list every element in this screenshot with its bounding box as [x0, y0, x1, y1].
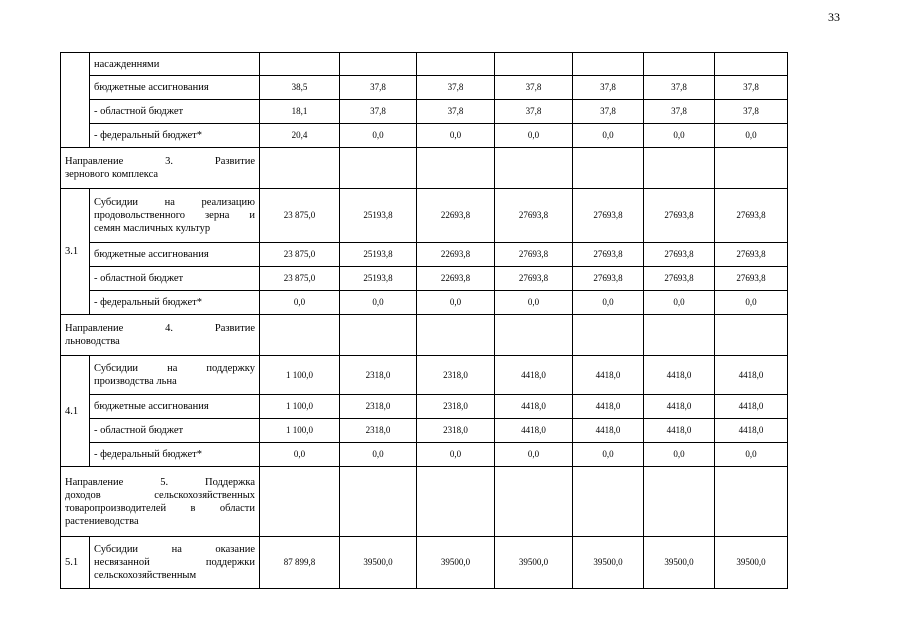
empty-cell	[417, 148, 495, 189]
value-cell: 25193,8	[340, 267, 417, 291]
value-cell: 4418,0	[715, 419, 788, 443]
value-cell: 37,8	[340, 76, 417, 100]
value-cell: 27693,8	[573, 189, 644, 243]
value-cell: 0,0	[495, 124, 573, 148]
value-cell: 4418,0	[573, 356, 644, 395]
value-cell: 4418,0	[495, 356, 573, 395]
value-cell: 0,0	[715, 291, 788, 315]
empty-cell	[340, 148, 417, 189]
value-cell: 1 100,0	[260, 419, 340, 443]
row-index: 5.1	[61, 537, 90, 589]
value-cell: 0,0	[715, 124, 788, 148]
measure-row	[61, 537, 788, 589]
funding-row	[61, 100, 788, 124]
measure-description-line: Субсидии на реализацию	[94, 197, 255, 208]
row-index: 4.1	[61, 356, 90, 467]
value-cell	[495, 53, 573, 76]
value-cell: 0,0	[644, 291, 715, 315]
measure-description-line: продовольственного зерна и	[94, 210, 255, 221]
measure-description-line: семян масличных культур	[94, 223, 211, 234]
value-cell	[260, 53, 340, 76]
value-cell: 37,8	[340, 100, 417, 124]
value-cell: 2318,0	[340, 395, 417, 419]
empty-cell	[417, 315, 495, 356]
value-cell: 37,8	[644, 76, 715, 100]
value-cell: 39500,0	[340, 537, 417, 589]
empty-cell	[644, 148, 715, 189]
value-cell	[573, 53, 644, 76]
empty-cell	[495, 315, 573, 356]
row-index: 3.1	[61, 189, 90, 315]
value-cell	[417, 53, 495, 76]
value-cell: 0,0	[573, 291, 644, 315]
measure-row	[61, 356, 788, 395]
value-cell: 27693,8	[495, 189, 573, 243]
value-cell	[715, 53, 788, 76]
funding-row	[61, 419, 788, 443]
direction-title	[61, 148, 260, 189]
value-cell: 18,1	[260, 100, 340, 124]
value-cell: 0,0	[644, 124, 715, 148]
measure-description-line: сельскохозяйственным	[94, 570, 197, 581]
funding-label: - областной бюджет	[90, 267, 260, 291]
value-cell: 0,0	[417, 291, 495, 315]
empty-cell	[644, 467, 715, 537]
measure-row	[61, 189, 788, 243]
direction-title	[61, 315, 260, 356]
value-cell: 39500,0	[644, 537, 715, 589]
value-cell: 23 875,0	[260, 243, 340, 267]
value-cell: 0,0	[573, 124, 644, 148]
value-cell: 27693,8	[715, 189, 788, 243]
value-cell: 39500,0	[495, 537, 573, 589]
value-cell: 37,8	[495, 100, 573, 124]
value-cell: 37,8	[573, 100, 644, 124]
value-cell: 39500,0	[573, 537, 644, 589]
direction-title-line: растениеводства	[65, 515, 139, 527]
funding-label: - федеральный бюджет*	[90, 443, 260, 467]
value-cell: 25193,8	[340, 243, 417, 267]
value-cell: 0,0	[644, 443, 715, 467]
value-cell: 27693,8	[573, 267, 644, 291]
measure-description-line: Субсидии на поддержку	[94, 363, 255, 374]
value-cell: 20,4	[260, 124, 340, 148]
funding-row	[61, 395, 788, 419]
funding-label: - областной бюджет	[90, 100, 260, 124]
value-cell: 27693,8	[644, 189, 715, 243]
value-cell: 37,8	[417, 76, 495, 100]
value-cell: 25193,8	[340, 189, 417, 243]
value-cell: 0,0	[340, 291, 417, 315]
value-cell: 37,8	[417, 100, 495, 124]
value-cell: 37,8	[573, 76, 644, 100]
value-cell: 37,8	[495, 76, 573, 100]
value-cell	[644, 53, 715, 76]
row-index	[61, 53, 90, 148]
empty-cell	[573, 148, 644, 189]
value-cell: 27693,8	[644, 243, 715, 267]
value-cell: 87 899,8	[260, 537, 340, 589]
value-cell: 4418,0	[573, 395, 644, 419]
value-cell: 4418,0	[573, 419, 644, 443]
empty-cell	[573, 467, 644, 537]
funding-label: - областной бюджет	[90, 419, 260, 443]
empty-cell	[715, 467, 788, 537]
value-cell: 0,0	[573, 443, 644, 467]
direction-title-line: Направление 4. Развитие	[65, 323, 255, 334]
value-cell: 27693,8	[495, 267, 573, 291]
funding-row	[61, 53, 788, 76]
direction-title-line: льноводства	[65, 336, 120, 347]
funding-row	[61, 291, 788, 315]
direction-row	[61, 148, 788, 189]
direction-row	[61, 315, 788, 356]
value-cell: 4418,0	[644, 395, 715, 419]
value-cell: 23 875,0	[260, 267, 340, 291]
value-cell: 0,0	[340, 124, 417, 148]
value-cell: 2318,0	[417, 419, 495, 443]
measure-description	[90, 189, 260, 243]
direction-title-line: зернового комплекса	[65, 169, 159, 180]
value-cell	[340, 53, 417, 76]
empty-cell	[715, 148, 788, 189]
empty-cell	[495, 467, 573, 537]
direction-title-line: Направление 5. Поддержка	[65, 476, 255, 488]
funding-row	[61, 76, 788, 100]
value-cell: 27693,8	[573, 243, 644, 267]
funding-label: бюджетные ассигнования	[90, 76, 260, 100]
direction-title	[61, 467, 260, 537]
empty-cell	[260, 148, 340, 189]
value-cell: 4418,0	[644, 419, 715, 443]
value-cell: 2318,0	[340, 356, 417, 395]
measure-description-line: несвязанной поддержки	[94, 557, 255, 568]
funding-label: бюджетные ассигнования	[90, 395, 260, 419]
funding-row	[61, 124, 788, 148]
value-cell: 27693,8	[495, 243, 573, 267]
value-cell: 22693,8	[417, 267, 495, 291]
value-cell: 2318,0	[417, 395, 495, 419]
funding-label: насажденнями	[90, 53, 260, 76]
measure-description	[90, 356, 260, 395]
direction-row	[61, 467, 788, 537]
empty-cell	[340, 315, 417, 356]
empty-cell	[417, 467, 495, 537]
funding-row	[61, 243, 788, 267]
value-cell: 0,0	[417, 124, 495, 148]
empty-cell	[715, 315, 788, 356]
funding-label: - федеральный бюджет*	[90, 291, 260, 315]
measure-description-line: Субсидии на оказание	[94, 544, 255, 555]
empty-cell	[495, 148, 573, 189]
value-cell: 2318,0	[417, 356, 495, 395]
value-cell: 0,0	[260, 443, 340, 467]
measure-description	[90, 537, 260, 589]
value-cell: 0,0	[417, 443, 495, 467]
empty-cell	[644, 315, 715, 356]
funding-label: - федеральный бюджет*	[90, 124, 260, 148]
value-cell: 27693,8	[644, 267, 715, 291]
value-cell: 4418,0	[495, 419, 573, 443]
value-cell: 0,0	[495, 443, 573, 467]
value-cell: 0,0	[340, 443, 417, 467]
value-cell: 4418,0	[715, 395, 788, 419]
empty-cell	[573, 315, 644, 356]
empty-cell	[260, 467, 340, 537]
value-cell: 39500,0	[715, 537, 788, 589]
value-cell: 27693,8	[715, 243, 788, 267]
value-cell: 22693,8	[417, 189, 495, 243]
funding-row	[61, 443, 788, 467]
value-cell: 0,0	[495, 291, 573, 315]
value-cell: 1 100,0	[260, 395, 340, 419]
value-cell: 37,8	[644, 100, 715, 124]
value-cell: 4418,0	[715, 356, 788, 395]
budget-table	[60, 52, 788, 589]
value-cell: 4418,0	[644, 356, 715, 395]
measure-description-line: производства льна	[94, 376, 177, 387]
value-cell: 0,0	[260, 291, 340, 315]
value-cell: 2318,0	[340, 419, 417, 443]
funding-label: бюджетные ассигнования	[90, 243, 260, 267]
direction-title-line: товаропроизводителей в области	[65, 502, 255, 514]
value-cell: 22693,8	[417, 243, 495, 267]
value-cell: 4418,0	[495, 395, 573, 419]
value-cell: 23 875,0	[260, 189, 340, 243]
direction-title-line: доходов сельскохозяйственных	[65, 489, 255, 501]
empty-cell	[340, 467, 417, 537]
value-cell: 37,8	[715, 76, 788, 100]
funding-row	[61, 267, 788, 291]
page-number: 33	[828, 10, 840, 24]
value-cell: 38,5	[260, 76, 340, 100]
value-cell: 1 100,0	[260, 356, 340, 395]
value-cell: 27693,8	[715, 267, 788, 291]
direction-title-line: Направление 3. Развитие	[65, 156, 255, 167]
value-cell: 39500,0	[417, 537, 495, 589]
value-cell: 37,8	[715, 100, 788, 124]
value-cell: 0,0	[715, 443, 788, 467]
empty-cell	[260, 315, 340, 356]
